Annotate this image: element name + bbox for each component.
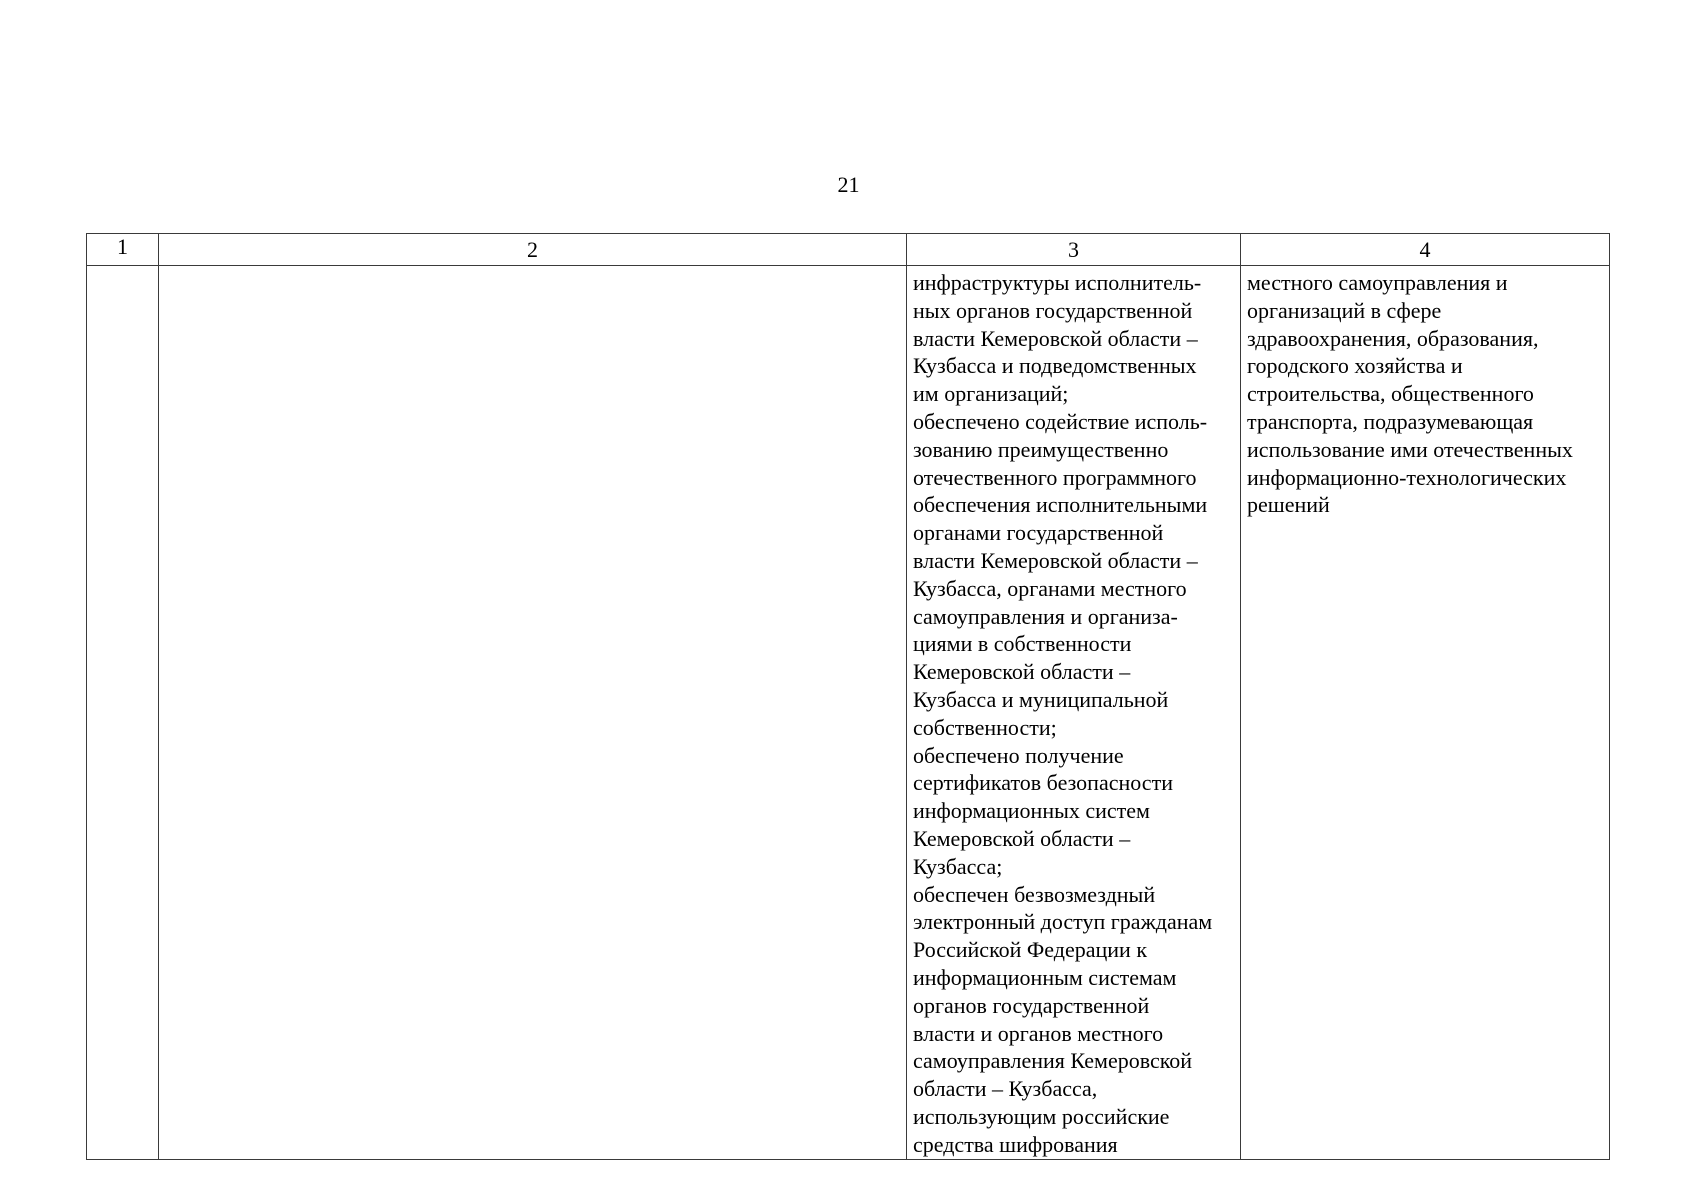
row-cell-1 (87, 266, 159, 1160)
text-line: Кузбасса и муниципальной (913, 686, 1169, 712)
table-header-row (87, 234, 1610, 266)
text-line: самоуправления Кемеровской (913, 1048, 1193, 1074)
text-line: Российской Федерации к (913, 937, 1148, 963)
text-line: обеспечения исполнительными (913, 492, 1208, 518)
header-cell-3: 3 (907, 234, 1241, 266)
text-line: Кузбасса; (913, 853, 1003, 879)
text-line: органов государственной (913, 992, 1150, 1018)
text-line: средства шифрования (913, 1131, 1118, 1157)
page-number: 21 (837, 172, 860, 197)
text-line: информационным системам (913, 964, 1177, 990)
text-line: обеспечен безвозмездный (913, 881, 1156, 907)
text-line: городского хозяйства и (1247, 353, 1463, 379)
header-cell-1: 1 (87, 234, 159, 266)
text-line: Кемеровской области – (913, 659, 1131, 685)
text-line: обеспечено получение (913, 742, 1124, 768)
text-line: обеспечено содействие исполь- (913, 408, 1208, 434)
header-cell-4: 4 (1241, 234, 1610, 266)
text-line: использование ими отечественных (1247, 436, 1573, 462)
text-line: органами государственной (913, 520, 1164, 546)
text-line: инфраструктуры исполнитель- (913, 270, 1202, 295)
text-line: ных органов государственной (913, 297, 1193, 323)
text-line: решений (1247, 492, 1330, 518)
text-line: информационно-технологических (1247, 464, 1567, 490)
text-line: Кузбасса и подведомственных (913, 353, 1197, 379)
table-row (87, 266, 1610, 1160)
text-line: самоуправления и организа- (913, 603, 1178, 629)
text-line: власти Кемеровской области – (913, 547, 1198, 573)
text-line: власти Кемеровской области – (913, 325, 1198, 351)
text-line: Кузбасса, органами местного (913, 575, 1187, 601)
text-line: сертификатов безопасности (913, 770, 1173, 796)
text-line: собственности; (913, 714, 1057, 740)
text-line: циями в собственности (913, 631, 1132, 657)
text-line: местного самоуправления и (1247, 270, 1508, 295)
text-line: использующим российские (913, 1103, 1170, 1129)
text-line: власти и органов местного (913, 1020, 1164, 1046)
text-line: здравоохранения, образования, (1247, 325, 1539, 351)
text-line: зованию преимущественно (913, 436, 1169, 462)
row-cell-4-text (1241, 266, 1609, 519)
text-line: организаций в сфере (1247, 297, 1442, 323)
text-line: транспорта, подразумевающая (1247, 408, 1534, 434)
text-line: Кемеровской области – (913, 825, 1131, 851)
row-cell-2 (159, 266, 907, 1160)
text-line: информационных систем (913, 798, 1150, 824)
text-line: строительства, общественного (1247, 381, 1534, 407)
text-line: области – Кузбасса, (913, 1076, 1098, 1102)
row-cell-4 (1241, 266, 1610, 1160)
row-cell-3-text (907, 266, 1240, 1159)
text-line: отечественного программного (913, 464, 1197, 490)
text-line: электронный доступ гражданам (913, 909, 1213, 935)
text-line: им организаций; (913, 381, 1069, 407)
header-cell-2: 2 (159, 234, 907, 266)
document-table (86, 233, 1610, 1160)
row-cell-3 (907, 266, 1241, 1160)
